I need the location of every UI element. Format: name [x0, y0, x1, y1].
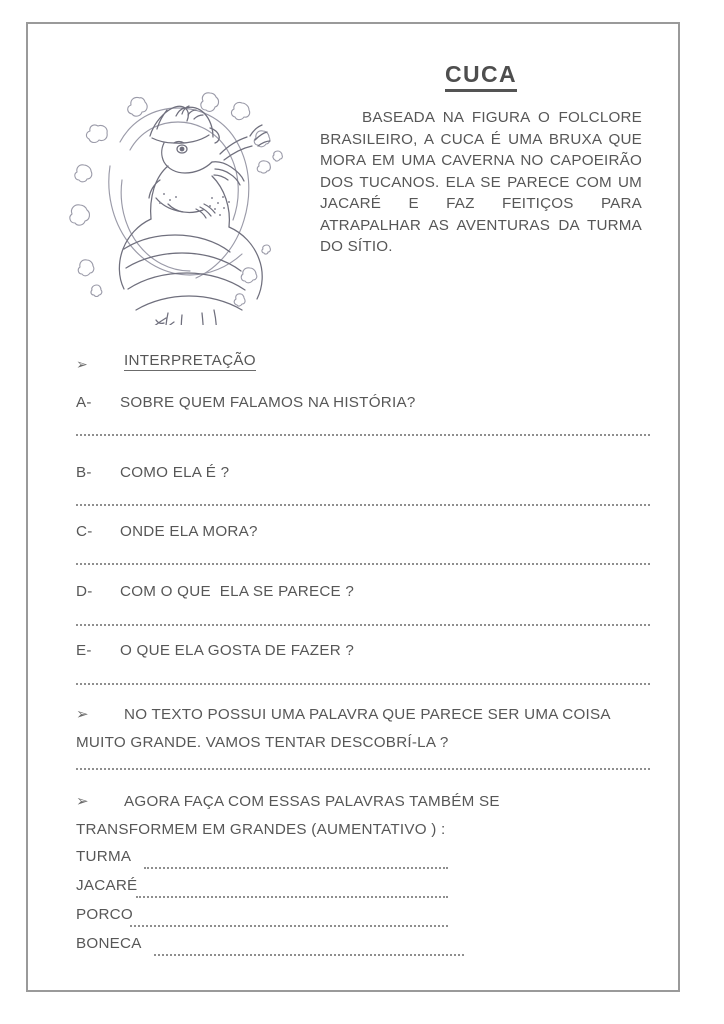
word-rule-turma[interactable]: [144, 867, 448, 869]
word-label-boneca: BONECA: [76, 935, 142, 952]
question-e-text: O QUE ELA GOSTA DE FAZER ?: [120, 642, 355, 659]
answer-line-e[interactable]: [76, 683, 650, 687]
word-rule-porco[interactable]: [130, 925, 448, 927]
question-a-letter: A-: [76, 394, 92, 411]
arrow-bullet-icon: ➢: [76, 356, 88, 372]
answer-line-b[interactable]: [76, 504, 650, 508]
question-a-text: SOBRE QUEM FALAMOS NA HISTÓRIA?: [120, 394, 416, 411]
arrow-bullet-icon-2: ➢: [76, 706, 89, 723]
worksheet-page: [28, 24, 682, 994]
worksheet-page-border: [26, 22, 680, 992]
arrow-bullet-icon-3: ➢: [76, 793, 89, 810]
word-list-item-jacare: [76, 877, 476, 906]
question-b: [76, 464, 656, 481]
activity-2-text: AGORA FAÇA COM ESSAS PALAVRAS TAMBÉM SE TRANSFORMEM EM GRANDES (AUMENTATIVO ) :: [76, 793, 500, 838]
question-d: [76, 583, 656, 600]
question-d-text: COM O QUE ELA SE PARECE ?: [120, 583, 355, 600]
page-title: [320, 62, 642, 87]
word-label-jacare: JACARÉ: [76, 877, 138, 894]
activity-1: [76, 701, 658, 757]
page-title-text: CUCA: [445, 61, 517, 92]
header-section: [28, 62, 682, 332]
question-c-letter: C-: [76, 523, 93, 540]
question-c: [76, 523, 656, 540]
answer-line-activity-1[interactable]: [76, 768, 650, 772]
question-d-letter: D-: [76, 583, 93, 600]
interpretation-heading: [28, 352, 682, 376]
word-list-item-turma: [76, 848, 476, 877]
answer-line-a[interactable]: [76, 434, 650, 438]
answer-line-d[interactable]: [76, 624, 650, 628]
question-a: [76, 394, 656, 411]
word-list: [76, 848, 476, 964]
question-e-letter: E-: [76, 642, 92, 659]
header-text-block: [320, 62, 642, 258]
question-b-letter: B-: [76, 464, 92, 481]
word-list-item-boneca: [76, 935, 476, 964]
activity-2: [76, 788, 606, 844]
intro-paragraph: BASEADA NA FIGURA O FOLCLORE BRASILEIRO, A CUCA É UMA BRUXA QUE MORA EM UMA CAVERNA NO CAPOEIRÃO DOS TUCANOS. ELA SE PARECE COM UM JACARÉ E FAZ FEITIÇOS PARA ATRAPALHAR AS AVENTURAS DA TURMA DO SÍTIO.: [320, 109, 642, 256]
word-label-porco: PORCO: [76, 906, 133, 923]
word-rule-jacare[interactable]: [136, 896, 448, 898]
interpretation-label: INTERPRETAÇÃO: [124, 352, 256, 369]
word-list-item-porco: [76, 906, 476, 935]
cuca-witch-illustration: [64, 70, 292, 325]
question-e: [76, 642, 656, 659]
question-c-text: ONDE ELA MORA?: [120, 523, 258, 540]
question-b-text: COMO ELA É ?: [120, 464, 230, 481]
word-rule-boneca[interactable]: [154, 954, 464, 956]
word-label-turma: TURMA: [76, 848, 132, 865]
answer-line-c[interactable]: [76, 563, 650, 567]
activity-1-text: NO TEXTO POSSUI UMA PALAVRA QUE PARECE SER UMA COISA MUITO GRANDE. VAMOS TENTAR DESCOBRÍ-LA ?: [76, 706, 610, 751]
